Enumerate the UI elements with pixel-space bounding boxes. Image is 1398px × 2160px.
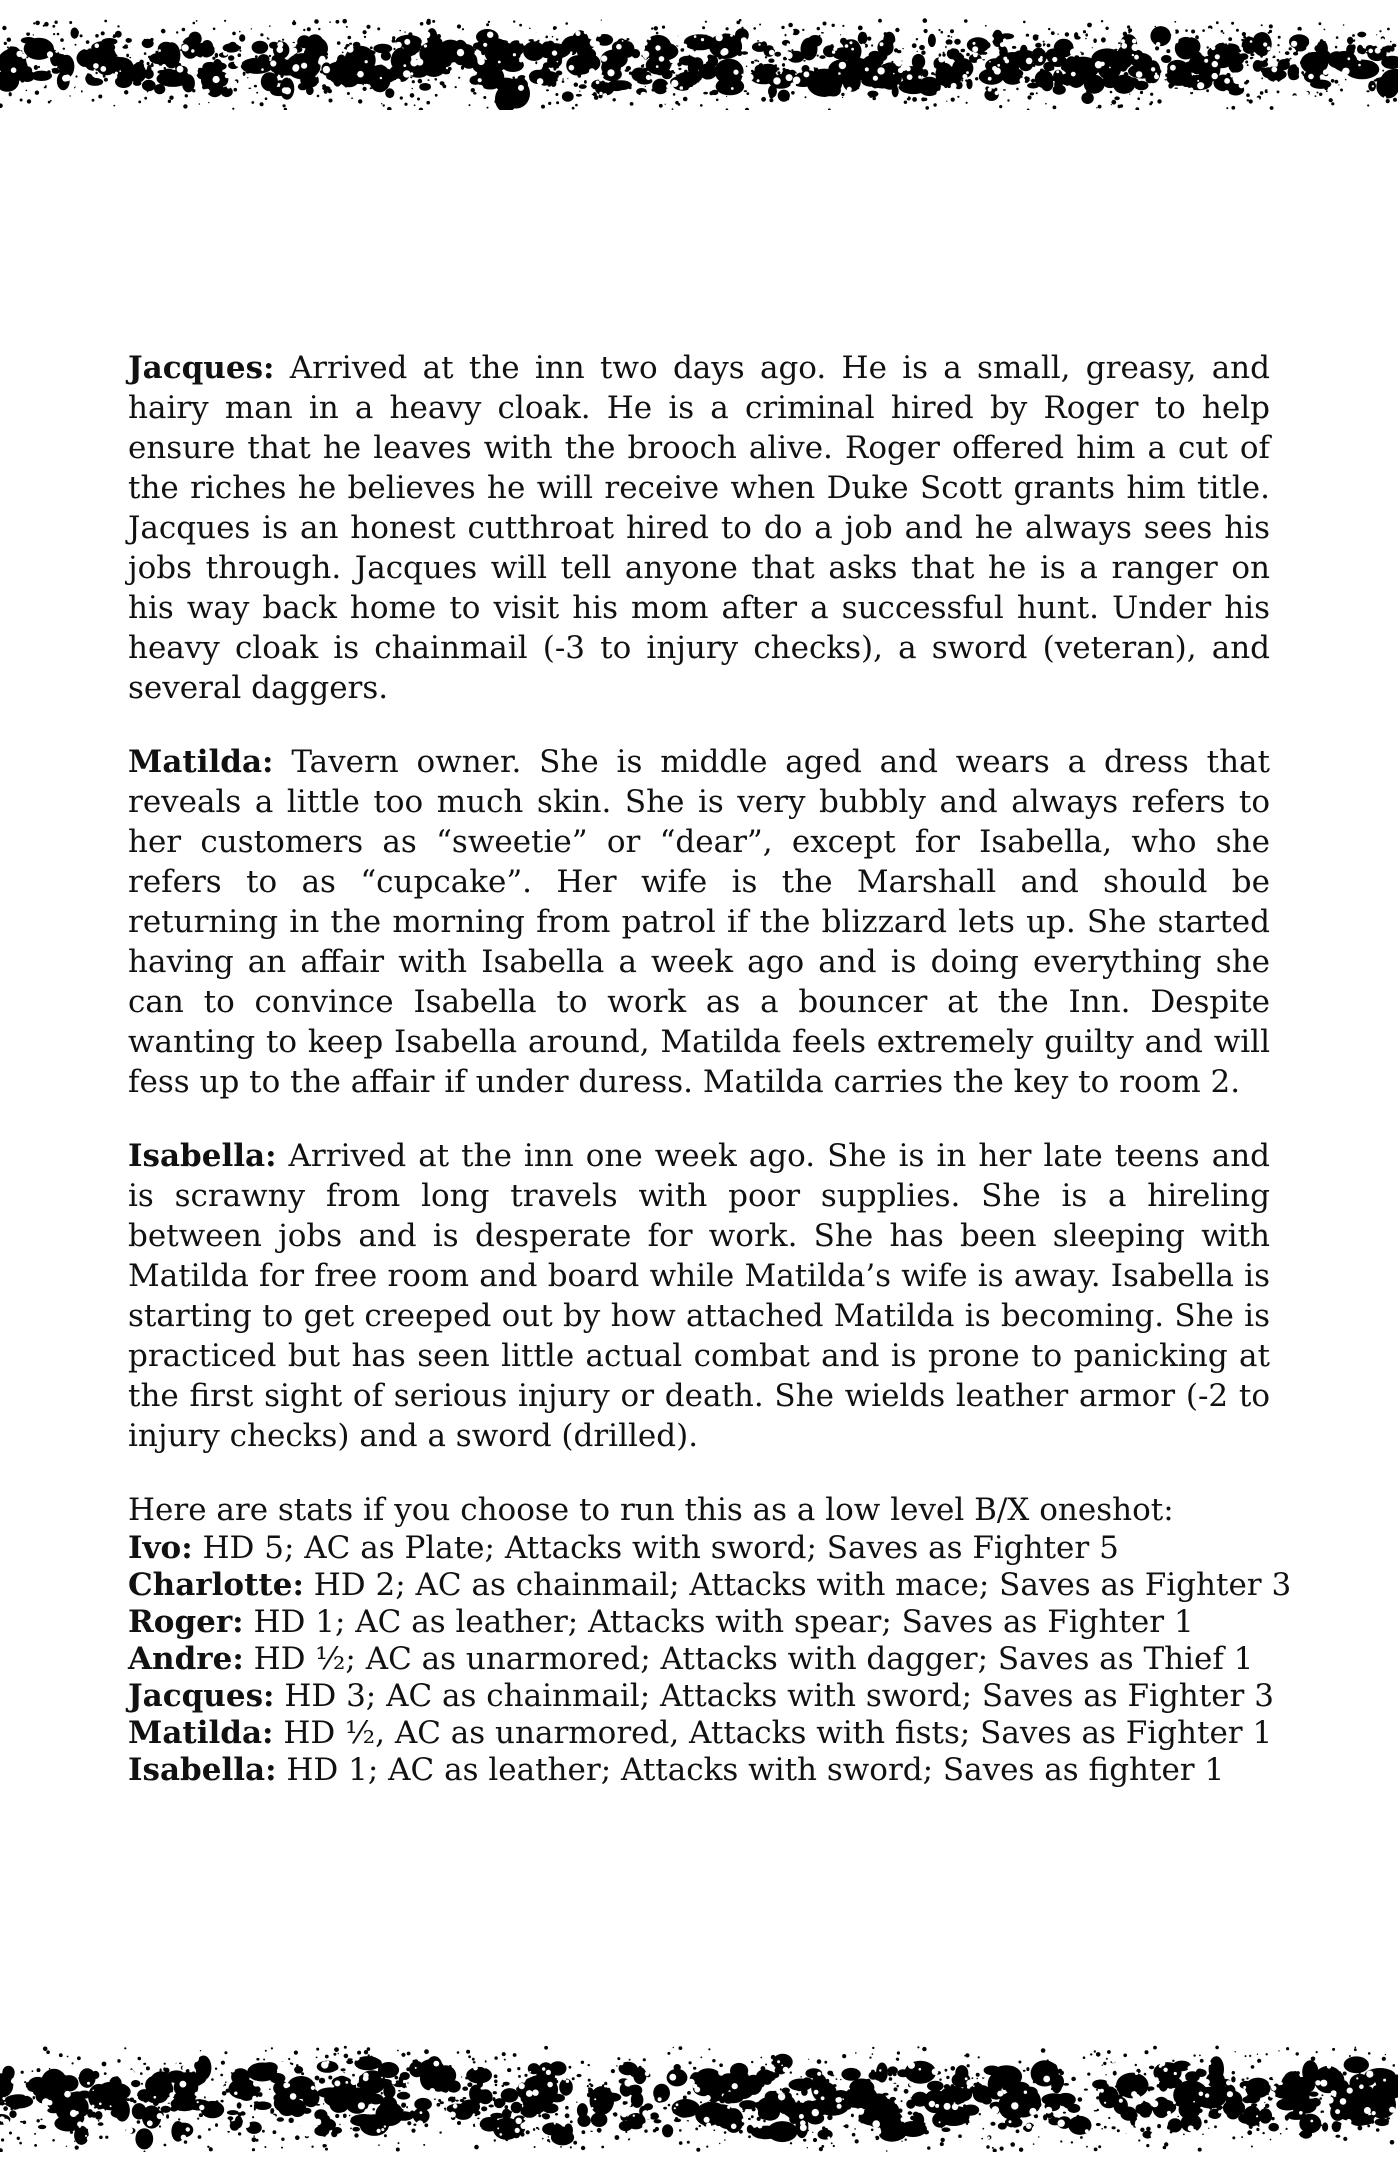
stat-line-matilda: [128, 1715, 1273, 1752]
stat-line-isabella: [128, 1752, 1270, 1789]
stat-text: HD ½, AC as unarmored, Attacks with fists; Saves as Fighter 1: [283, 1715, 1273, 1751]
stat-text: HD 1; AC as leather; Attacks with sword; Saves as fighter 1: [286, 1752, 1225, 1788]
stat-name: Roger:: [128, 1604, 244, 1640]
stat-text: HD 3; AC as chainmail; Attacks with sword; Saves as Fighter 3: [284, 1678, 1274, 1714]
top-splatter-svg: [0, 0, 1398, 110]
character-description: Tavern owner. She is middle aged and wears a dress that reveals a little too much skin. She is very bubbly and always refers to her customers as “sweetie” or “dear”, except for Isabella, who she refers to as “cupcake”. Her wife is the Marshall and should be returning in the morning from patrol if the blizzard lets up. She started having an affair with Isabella a week ago and is doing everything she can to convince Isabella to work as a bouncer at the Inn. Despite wanting to keep Isabella around, Matilda feels extremely guilty and will fess up to the affair if under duress. Matilda carries the key to room 2.: [128, 744, 1270, 1100]
stat-text: HD 1; AC as leather; Attacks with spear; Saves as Fighter 1: [253, 1604, 1194, 1640]
stat-name: Charlotte:: [128, 1567, 304, 1603]
stats-intro: Here are stats if you choose to run this as a low level B/X oneshot:: [128, 1492, 1174, 1528]
character-entry-isabella: [128, 1136, 1270, 1456]
stat-line-jacques: [128, 1678, 1274, 1715]
stat-name: Isabella:: [128, 1752, 277, 1788]
stat-name: Jacques:: [128, 1678, 275, 1714]
bottom-splatter-svg: [0, 2042, 1398, 2152]
character-name: Matilda:: [128, 744, 274, 780]
stat-text: HD 2; AC as chainmail; Attacks with mace; Saves as Fighter 3: [313, 1567, 1292, 1603]
character-description: Arrived at the inn two days ago. He is a small, greasy, and hairy man in a heavy cloak. He is a criminal hired by Roger to help ensure that he leaves with the brooch alive. Roger offered him a cut of the riches he believes he will receive when Duke Scott grants him title. Jacques is an honest cutthroat hired to do a job and he always sees his jobs through. Jacques will tell anyone that asks that he is a ranger on his way back home to visit his mom after a successful hunt. Under his heavy cloak is chainmail (-3 to injury checks), a sword (veteran), and several daggers.: [128, 350, 1270, 706]
stats-block: [128, 1490, 1292, 1789]
bottom-ink-splatter-border: [0, 2042, 1398, 2152]
character-name: Isabella:: [128, 1138, 277, 1174]
page-content: [128, 348, 1292, 1789]
stat-text: HD 5; AC as Plate; Attacks with sword; Saves as Fighter 5: [202, 1530, 1119, 1566]
character-entry-jacques: [128, 348, 1270, 708]
stat-line-roger: [128, 1604, 1270, 1641]
stat-text: HD ½; AC as unarmored; Attacks with dagger; Saves as Thief 1: [253, 1641, 1254, 1677]
character-description: Arrived at the inn one week ago. She is in her late teens and is scrawny from long travels with poor supplies. She is a hireling between jobs and is desperate for work. She has been sleeping with Matilda for free room and board while Matilda’s wife is away. Isabella is starting to get creeped out by how attached Matilda is becoming. She is practiced but has seen little actual combat and is prone to panicking at the first sight of serious injury or death. She wields leather armor (-2 to injury checks) and a sword (drilled).: [128, 1138, 1270, 1454]
stat-line-ivo: [128, 1530, 1270, 1567]
stat-name: Ivo:: [128, 1530, 193, 1566]
character-entry-matilda: [128, 742, 1270, 1102]
character-name: Jacques:: [128, 350, 275, 386]
top-ink-splatter-border: [0, 0, 1398, 110]
stat-name: Andre:: [128, 1641, 244, 1677]
stat-line-charlotte: [128, 1567, 1292, 1604]
stat-name: Matilda:: [128, 1715, 274, 1751]
stat-line-andre: [128, 1641, 1270, 1678]
